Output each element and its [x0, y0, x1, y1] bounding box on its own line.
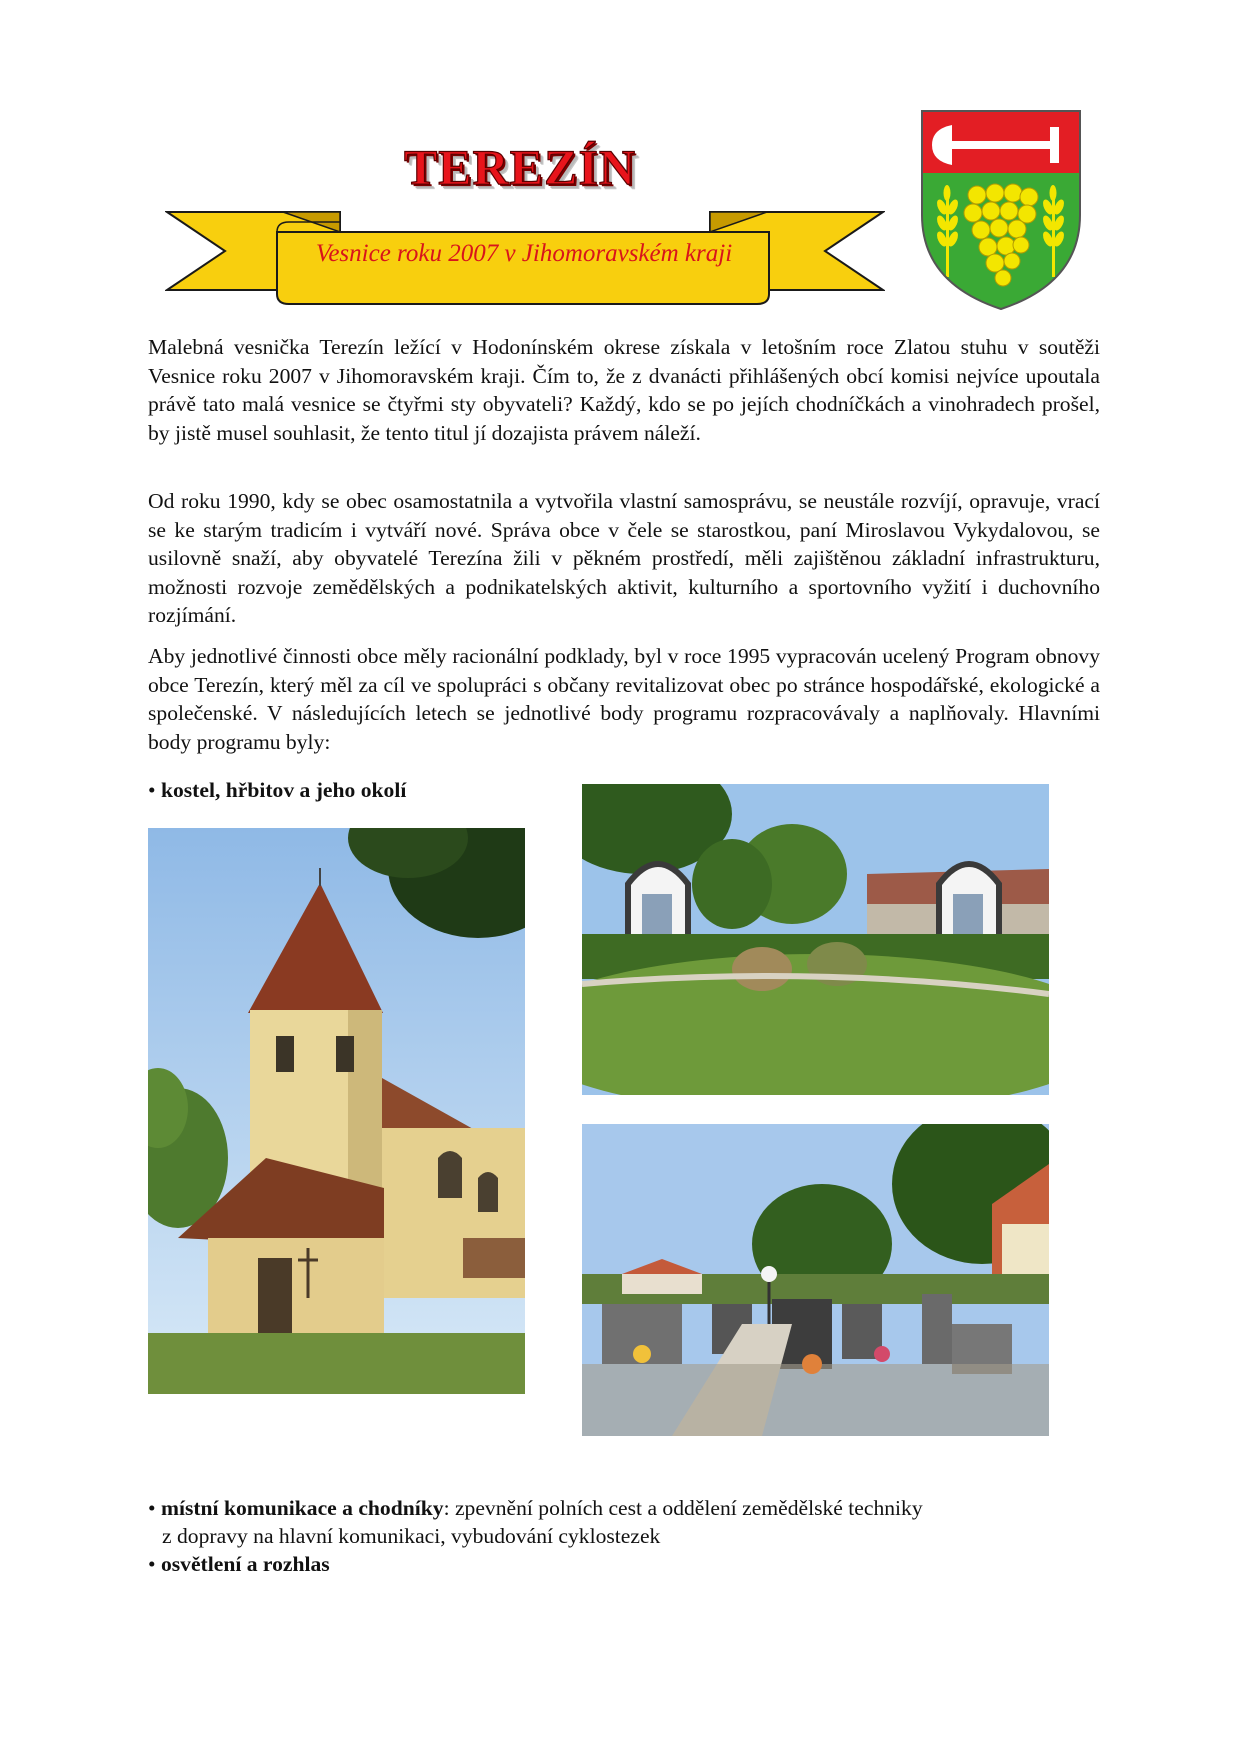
program-paragraph: Aby jednotlivé činnosti obce měly racionální podklady, byl v roce 1995 vypracován ucelený Program obnovy obce Terezín, který měl za cíl ve spolupráci s občany revitalizovat obec po stránce hospodářské, ekologické a společenské. V následujících letech se jednotlivé body programu rozpracovávaly a naplňovaly. Hlavními body programu byly: — [148, 644, 1100, 754]
bullet-marker: • — [148, 778, 156, 802]
ribbon-subtitle: Vesnice roku 2007 v Jihomoravském kraji — [315, 240, 733, 267]
cemetery-photo — [582, 1124, 1049, 1436]
bullet-heading: kostel, hřbitov a jeho okolí — [160, 778, 407, 802]
bullet-heading: osvětlení a rozhlas — [160, 1552, 330, 1576]
shrines-photo — [582, 784, 1049, 1095]
bullet-lighting-radio — [148, 1550, 1108, 1578]
bullet-marker: • — [148, 1552, 156, 1576]
bullet-continuation: z dopravy na hlavní komunikaci, vybudování cyklostezek — [162, 1524, 661, 1548]
coat-of-arms-shovel-grapes-wheat-icon — [918, 107, 1084, 313]
intro-paragraph: Malebná vesnička Terezín ležící v Hodonínském okrese získala v letošním roce Zlatou stuhu v soutěži Vesnice roku 2007 v Jihomoravském kraji. Čím to, že z dvanácti přihlášených obcí komisi nejvíce upoutala právě tato malá vesnice se čtyřmi sty obyvateli? Každý, kdo se po jejích chodníčkách a vinohradech prošel, by jistě musel souhlasit, že tento titul jí dozajista právem náleží. — [148, 335, 1100, 445]
bullet-marker: • — [148, 1496, 156, 1520]
history-paragraph: Od roku 1990, kdy se obec osamostatnila a vytvořila vlastní samosprávu, se neustále rozvíjí, opravuje, vrací se ke starým tradicím i vytváří nové. Správa obce v čele se starostkou, paní Miroslavou Vykydalovou, se usilovně snaží, aby obyvatelé Terezína žili v pěkném prostředí, měli zajištěnou základní infrastrukturu, možnosti rozvoje zemědělských a podnikatelských aktivit, kulturního a sportovního vyžití i duchovního rozjímání. — [148, 489, 1100, 627]
bullet-roads-sidewalks — [148, 1494, 1108, 1550]
bullet-heading: místní komunikace a chodníky — [160, 1496, 444, 1520]
bullet-text: : zpevnění polních cest a oddělení zemědělské techniky — [443, 1496, 923, 1520]
church-photo — [148, 828, 525, 1394]
page-title: TEREZÍN — [403, 139, 637, 195]
